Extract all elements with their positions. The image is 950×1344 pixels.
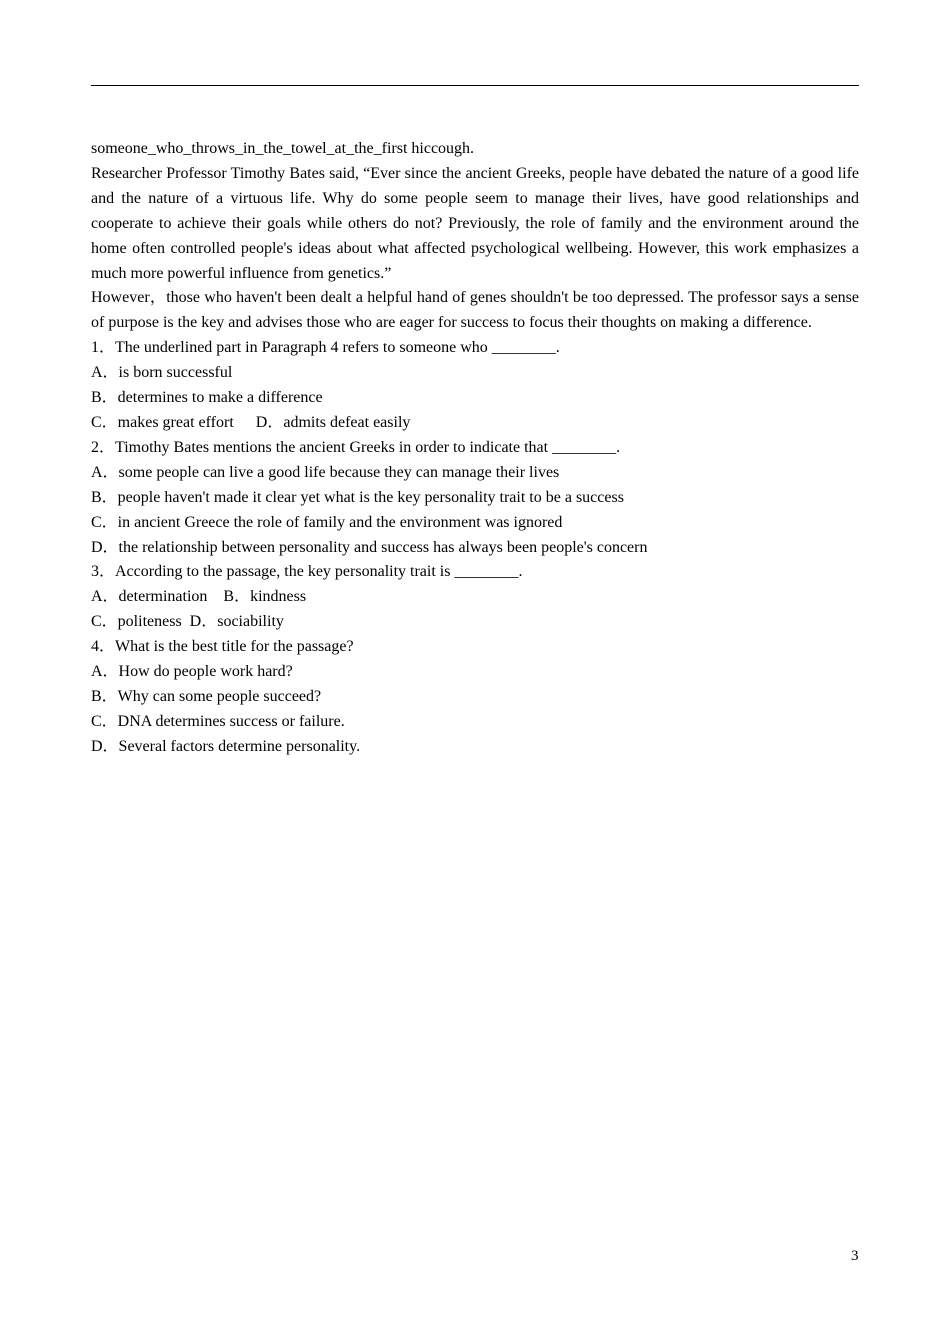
question-3 <box>91 560 859 635</box>
header-rule <box>91 85 859 86</box>
question-4 <box>91 635 859 760</box>
question-4-option-d: D．Several factors determine personality. <box>91 737 361 755</box>
researcher-quote-paragraph: Researcher Professor Timothy Bates said, “Ever since the ancient Greeks, people have debated the nature of a good life and the nature of a virtuous life. Why do some people seem to manage their lives, have good relationships and cooperate to achieve their goals while others do not? Previously, the role of family and the environment around the home often controlled people's ideas about what affected psychological wellbeing. However, this work emphasizes a much more powerful influence from genetics.” <box>91 164 859 282</box>
question-1-option-c: C．makes great effort <box>91 413 234 431</box>
question-3-option-d: D．sociability <box>189 613 284 631</box>
underlined-line: someone_who_throws_in_the_towel_at_the_first hiccough. <box>91 140 475 157</box>
question-1-option-b: B．determines to make a difference <box>91 389 323 407</box>
question-4-option-c: C．DNA determines success or failure. <box>91 712 345 730</box>
question-2 <box>91 436 859 561</box>
question-4-option-b: B．Why can some people succeed? <box>91 687 322 705</box>
question-1 <box>91 336 859 436</box>
question-1-option-d: D．admits defeat easily <box>255 413 411 431</box>
question-3-option-c: C．politeness <box>91 613 182 631</box>
question-1-stem: 1．The underlined part in Paragraph 4 refers to someone who ________. <box>91 339 560 357</box>
document-body <box>91 137 859 760</box>
question-1-option-a: A．is born successful <box>91 364 233 382</box>
question-2-option-b: B．people haven't made it clear yet what is the key personality trait to be a success <box>91 488 624 506</box>
question-3-options-cd <box>91 610 859 635</box>
question-3-stem: 3．According to the passage, the key personality trait is ________. <box>91 563 523 581</box>
question-3-options-ab <box>91 585 859 610</box>
question-3-option-a: A．determination <box>91 588 208 606</box>
closing-paragraph: However，those who haven't been dealt a helpful hand of genes shouldn't be too depressed. The professor says a sense of purpose is the key and advises those who are eager for success to focus their thoughts on making a difference. <box>91 289 859 332</box>
question-2-option-c: C．in ancient Greece the role of family and the environment was ignored <box>91 513 563 531</box>
question-2-option-d: D．the relationship between personality and success has always been people's concern <box>91 538 648 556</box>
question-3-option-b: B．kindness <box>223 588 307 606</box>
question-4-option-a: A．How do people work hard? <box>91 663 293 681</box>
question-4-stem: 4．What is the best title for the passage? <box>91 638 354 656</box>
page-number: 3 <box>851 1248 859 1264</box>
question-2-stem: 2．Timothy Bates mentions the ancient Greeks in order to indicate that ________. <box>91 438 621 456</box>
question-1-options-cd <box>91 411 859 436</box>
question-2-option-a: A．some people can live a good life because they can manage their lives <box>91 463 560 481</box>
